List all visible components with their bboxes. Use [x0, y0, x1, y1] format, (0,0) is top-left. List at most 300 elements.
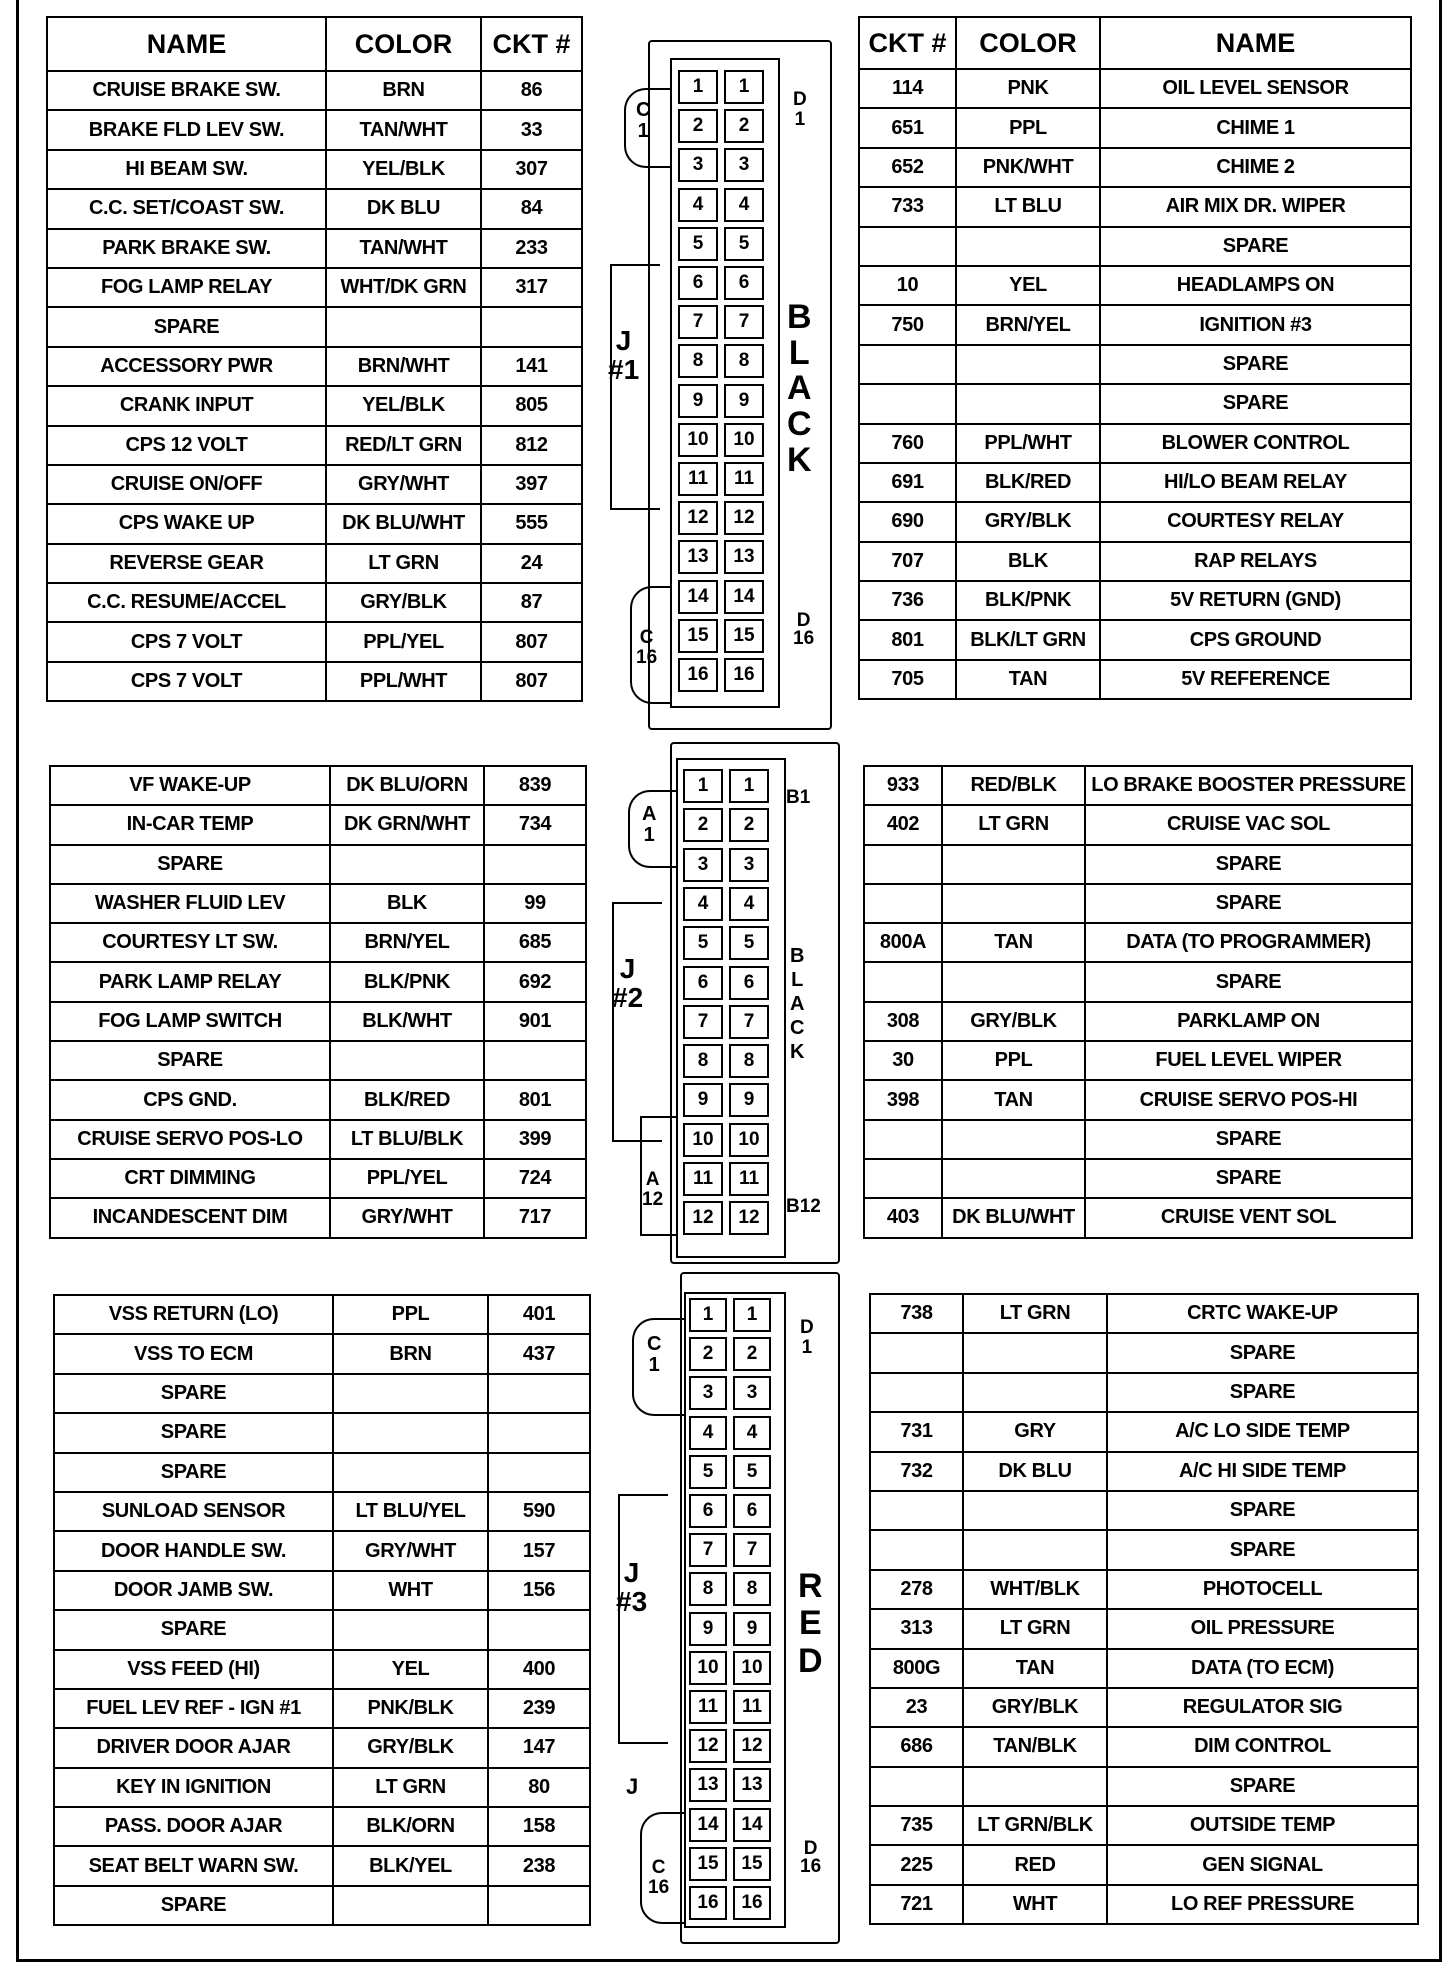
- pin-name-cell: SPARE: [1107, 1491, 1418, 1530]
- pin-color-cell: TAN/WHT: [326, 110, 481, 149]
- table-row: [859, 345, 1411, 384]
- pin-cavity: 10: [729, 1123, 769, 1157]
- table-row: [859, 620, 1411, 659]
- pin-ckt-cell: 801: [484, 1080, 586, 1119]
- pin-ckt-cell: 33: [481, 110, 582, 149]
- pin-cavity: 12: [724, 501, 764, 535]
- pin-name-cell: CRANK INPUT: [47, 386, 326, 425]
- table-row: [859, 424, 1411, 463]
- header-name: NAME: [47, 17, 326, 71]
- table-row: [859, 69, 1411, 108]
- pin-cavity: 11: [729, 1162, 769, 1196]
- table-row: [870, 1570, 1418, 1609]
- color-letter: B: [787, 298, 812, 336]
- j2-color-label: [790, 944, 804, 1064]
- table-row: [47, 110, 582, 149]
- pin-name-cell: CRUISE VAC SOL: [1085, 805, 1412, 844]
- pin-color-cell: BLK/RED: [956, 463, 1100, 502]
- pin-ckt-cell: 87: [481, 583, 582, 622]
- table-row: [47, 229, 582, 268]
- pin-name-cell: SUNLOAD SENSOR: [54, 1492, 333, 1531]
- j1-bottom-right-label: D 16: [793, 610, 815, 650]
- pin-ckt-cell: [870, 1530, 963, 1569]
- table-row: [47, 307, 582, 346]
- table-row: [54, 1413, 590, 1452]
- pin-ckt-cell: 721: [870, 1885, 963, 1924]
- pin-ckt-cell: 800G: [870, 1649, 963, 1688]
- pin-ckt-cell: 732: [870, 1452, 963, 1491]
- pin-ckt-cell: 707: [859, 542, 956, 581]
- pin-ckt-cell: [870, 1767, 963, 1806]
- pin-name-cell: SPARE: [54, 1413, 333, 1452]
- pin-cavity: 8: [689, 1572, 727, 1606]
- pin-color-cell: RED/BLK: [942, 766, 1085, 805]
- table-row: [870, 1333, 1418, 1372]
- pin-color-cell: [963, 1767, 1107, 1806]
- pin-color-cell: [956, 227, 1100, 266]
- table-row: [54, 1689, 590, 1728]
- pin-ckt-cell: [864, 1120, 942, 1159]
- pin-name-cell: BLOWER CONTROL: [1100, 424, 1411, 463]
- j1-key-bracket: [610, 264, 660, 510]
- pin-cavity: 8: [733, 1572, 771, 1606]
- pin-color-cell: TAN: [956, 660, 1100, 699]
- color-letter: C: [787, 405, 812, 444]
- table-row: [50, 1041, 586, 1080]
- pin-color-cell: [333, 1610, 488, 1649]
- table-row: [870, 1294, 1418, 1333]
- pin-ckt-cell: 157: [488, 1531, 590, 1570]
- pin-ckt-cell: 399: [484, 1120, 586, 1159]
- pin-ckt-cell: 690: [859, 502, 956, 541]
- header-color: COLOR: [326, 17, 481, 71]
- pin-cavity: 15: [678, 619, 718, 653]
- pin-cavity: 5: [683, 926, 723, 960]
- table-row: [50, 805, 586, 844]
- pin-name-cell: PARKLAMP ON: [1085, 1002, 1412, 1041]
- pin-name-cell: CPS GND.: [50, 1080, 330, 1119]
- pin-name-cell: CPS 7 VOLT: [47, 662, 326, 701]
- pin-color-cell: BRN/WHT: [326, 347, 481, 386]
- pin-name-cell: C.C. SET/COAST SW.: [47, 189, 326, 228]
- pin-name-cell: HI BEAM SW.: [47, 150, 326, 189]
- pin-cavity: 6: [724, 266, 764, 300]
- pin-cavity: 15: [689, 1847, 727, 1881]
- pin-name-cell: WASHER FLUID LEV: [50, 884, 330, 923]
- pin-cavity: 11: [724, 462, 764, 496]
- pin-ckt-cell: 308: [864, 1002, 942, 1041]
- pin-cavity: 5: [678, 227, 718, 261]
- pin-ckt-cell: 807: [481, 662, 582, 701]
- pin-ckt-cell: 400: [488, 1650, 590, 1689]
- table-row: [864, 1198, 1412, 1237]
- pin-cavity: 14: [733, 1808, 771, 1842]
- pin-ckt-cell: [484, 1041, 586, 1080]
- pin-color-cell: [333, 1374, 488, 1413]
- header-ckt: CKT #: [481, 17, 582, 71]
- table-row: [870, 1530, 1418, 1569]
- pin-color-cell: [956, 384, 1100, 423]
- pin-ckt-cell: 402: [864, 805, 942, 844]
- pin-cavity: 13: [689, 1768, 727, 1802]
- pin-color-cell: LT BLU/BLK: [330, 1120, 484, 1159]
- pin-ckt-cell: 141: [481, 347, 582, 386]
- pin-ckt-cell: 84: [481, 189, 582, 228]
- pin-ckt-cell: 401: [488, 1295, 590, 1334]
- pin-color-cell: [942, 1120, 1085, 1159]
- pin-color-cell: WHT/DK GRN: [326, 268, 481, 307]
- pin-ckt-cell: 800A: [864, 923, 942, 962]
- pin-ckt-cell: 686: [870, 1727, 963, 1766]
- table-row: [859, 463, 1411, 502]
- pin-cavity: 2: [724, 109, 764, 143]
- table-row: [870, 1845, 1418, 1884]
- pin-cavity: 7: [729, 1005, 769, 1039]
- pin-color-cell: DK BLU/WHT: [326, 504, 481, 543]
- pin-color-cell: LT BLU/YEL: [333, 1492, 488, 1531]
- pin-cavity: 5: [689, 1455, 727, 1489]
- pin-ckt-cell: [488, 1374, 590, 1413]
- pin-color-cell: WHT/BLK: [963, 1570, 1107, 1609]
- pin-name-cell: DOOR JAMB SW.: [54, 1571, 333, 1610]
- j2-bottom-left-label: A 12: [642, 1169, 664, 1210]
- table-row: [864, 1041, 1412, 1080]
- table-row: [864, 766, 1412, 805]
- pin-name-cell: CRUISE SERVO POS-HI: [1085, 1080, 1412, 1119]
- pin-name-cell: CHIME 2: [1100, 148, 1411, 187]
- pin-ckt-cell: 724: [484, 1159, 586, 1198]
- pin-cavity: 10: [724, 423, 764, 457]
- pin-name-cell: SPARE: [54, 1886, 333, 1925]
- table-row: [859, 148, 1411, 187]
- table-row: [54, 1531, 590, 1570]
- table-row: [870, 1649, 1418, 1688]
- pin-name-cell: 5V RETURN (GND): [1100, 581, 1411, 620]
- pin-name-cell: OIL LEVEL SENSOR: [1100, 69, 1411, 108]
- table-row: [859, 581, 1411, 620]
- table-row: [54, 1334, 590, 1373]
- header-color: COLOR: [956, 17, 1100, 69]
- pin-ckt-cell: 397: [481, 465, 582, 504]
- pin-cavity: 10: [689, 1651, 727, 1685]
- pin-name-cell: FOG LAMP SWITCH: [50, 1002, 330, 1041]
- pin-name-cell: 5V REFERENCE: [1100, 660, 1411, 699]
- table-row: [864, 923, 1412, 962]
- pin-color-cell: GRY: [963, 1412, 1107, 1451]
- color-letter: L: [791, 969, 804, 991]
- pin-cavity: 4: [729, 887, 769, 921]
- pin-color-cell: PNK/WHT: [956, 148, 1100, 187]
- pin-cavity: 1: [689, 1298, 727, 1332]
- pin-name-cell: PASS. DOOR AJAR: [54, 1807, 333, 1846]
- pin-ckt-cell: 86: [481, 71, 582, 110]
- pin-cavity: 15: [724, 619, 764, 653]
- pin-cavity: 5: [733, 1455, 771, 1489]
- pin-color-cell: YEL: [333, 1650, 488, 1689]
- pin-name-cell: SPARE: [1085, 1159, 1412, 1198]
- j1-top-left-label: C 1: [636, 99, 651, 142]
- table-row: [54, 1374, 590, 1413]
- pin-cavity: 16: [724, 658, 764, 692]
- pin-cavity: 2: [678, 109, 718, 143]
- pin-cavity: 8: [678, 344, 718, 378]
- table-row: [50, 845, 586, 884]
- pin-ckt-cell: [870, 1333, 963, 1372]
- pin-color-cell: [963, 1491, 1107, 1530]
- pin-cavity: 3: [729, 848, 769, 882]
- table-row: [870, 1491, 1418, 1530]
- pin-cavity: 9: [729, 1083, 769, 1117]
- table-row: [859, 108, 1411, 147]
- pin-color-cell: TAN/BLK: [963, 1727, 1107, 1766]
- pin-cavity: 12: [729, 1201, 769, 1235]
- j3-extra-label: J: [626, 1774, 639, 1799]
- table-row: [50, 1198, 586, 1237]
- pin-cavity: 11: [733, 1690, 771, 1724]
- pin-cavity: 1: [733, 1298, 771, 1332]
- pin-color-cell: PPL/WHT: [326, 662, 481, 701]
- pin-ckt-cell: 731: [870, 1412, 963, 1451]
- table-row: [54, 1768, 590, 1807]
- pin-name-cell: FUEL LEV REF - IGN #1: [54, 1689, 333, 1728]
- pin-color-cell: PNK: [956, 69, 1100, 108]
- pin-name-cell: DATA (TO PROGRAMMER): [1085, 923, 1412, 962]
- pin-ckt-cell: 99: [484, 884, 586, 923]
- pin-name-cell: SPARE: [1107, 1373, 1418, 1412]
- pin-cavity: 16: [678, 658, 718, 692]
- pin-color-cell: [333, 1453, 488, 1492]
- pin-cavity: 4: [683, 887, 723, 921]
- pin-ckt-cell: 307: [481, 150, 582, 189]
- pin-ckt-cell: [488, 1413, 590, 1452]
- pin-color-cell: PPL/WHT: [956, 424, 1100, 463]
- pin-cavity: 4: [733, 1416, 771, 1450]
- table-row: [864, 845, 1412, 884]
- pin-name-cell: A/C HI SIDE TEMP: [1107, 1452, 1418, 1491]
- pin-color-cell: DK BLU: [326, 189, 481, 228]
- table-row: [54, 1610, 590, 1649]
- pin-name-cell: LO BRAKE BOOSTER PRESSURE: [1085, 766, 1412, 805]
- pin-cavity: 11: [683, 1162, 723, 1196]
- table-row: [50, 962, 586, 1001]
- table-row: [870, 1767, 1418, 1806]
- pin-cavity: 9: [724, 384, 764, 418]
- table-row: [870, 1885, 1418, 1924]
- table-row: [864, 1080, 1412, 1119]
- pin-cavity: 14: [724, 580, 764, 614]
- pin-ckt-cell: [488, 1453, 590, 1492]
- pin-name-cell: LO REF PRESSURE: [1107, 1885, 1418, 1924]
- pin-name-cell: CRUISE VENT SOL: [1085, 1198, 1412, 1237]
- pin-name-cell: SPARE: [54, 1610, 333, 1649]
- pin-name-cell: PARK BRAKE SW.: [47, 229, 326, 268]
- pin-ckt-cell: [859, 384, 956, 423]
- pin-ckt-cell: 735: [870, 1806, 963, 1845]
- pin-color-cell: TAN: [942, 1080, 1085, 1119]
- header-name: NAME: [1100, 17, 1411, 69]
- pin-ckt-cell: 652: [859, 148, 956, 187]
- table-row: [859, 542, 1411, 581]
- pin-cavity: 14: [678, 580, 718, 614]
- pin-ckt-cell: [864, 845, 942, 884]
- pin-name-cell: SPARE: [50, 845, 330, 884]
- color-letter: L: [788, 333, 810, 372]
- pin-ckt-cell: 590: [488, 1492, 590, 1531]
- table-row: [859, 305, 1411, 344]
- pin-cavity: 1: [729, 769, 769, 803]
- pin-name-cell: FOG LAMP RELAY: [47, 268, 326, 307]
- pin-name-cell: HI/LO BEAM RELAY: [1100, 463, 1411, 502]
- pin-ckt-cell: 233: [481, 229, 582, 268]
- pin-cavity: 10: [733, 1651, 771, 1685]
- pin-ckt-cell: 555: [481, 504, 582, 543]
- pin-ckt-cell: 278: [870, 1570, 963, 1609]
- color-letter: K: [787, 440, 812, 479]
- pin-cavity: 6: [729, 966, 769, 1000]
- pin-cavity: 13: [678, 540, 718, 574]
- pin-ckt-cell: 398: [864, 1080, 942, 1119]
- table-row: [859, 266, 1411, 305]
- pin-ckt-cell: 23: [870, 1688, 963, 1727]
- table-row: [47, 544, 582, 583]
- table-row: [50, 766, 586, 805]
- pin-color-cell: GRY/BLK: [956, 502, 1100, 541]
- pin-name-cell: SPARE: [1085, 845, 1412, 884]
- pin-color-cell: YEL: [956, 266, 1100, 305]
- pin-ckt-cell: 750: [859, 305, 956, 344]
- j1-right-table: [858, 16, 1412, 700]
- pin-color-cell: GRY/BLK: [333, 1728, 488, 1767]
- pin-color-cell: BLK/ORN: [333, 1807, 488, 1846]
- j2-key-bracket: [612, 902, 662, 1142]
- pin-ckt-cell: [859, 345, 956, 384]
- pin-name-cell: AIR MIX DR. WIPER: [1100, 187, 1411, 226]
- table-row: [47, 622, 582, 661]
- pin-color-cell: RED/LT GRN: [326, 426, 481, 465]
- pin-color-cell: LT GRN: [963, 1609, 1107, 1648]
- table-row: [50, 1120, 586, 1159]
- pin-name-cell: GEN SIGNAL: [1107, 1845, 1418, 1884]
- pin-cavity: 8: [683, 1044, 723, 1078]
- pin-cavity: 8: [729, 1044, 769, 1078]
- table-row: [870, 1452, 1418, 1491]
- color-letter: K: [790, 1041, 805, 1063]
- pin-color-cell: [956, 345, 1100, 384]
- pin-ckt-cell: 738: [870, 1294, 963, 1333]
- table-row: [54, 1728, 590, 1767]
- pin-ckt-cell: 225: [870, 1845, 963, 1884]
- pin-cavity: 9: [683, 1083, 723, 1117]
- pin-cavity: 7: [678, 305, 718, 339]
- pin-name-cell: VF WAKE-UP: [50, 766, 330, 805]
- pin-color-cell: [333, 1886, 488, 1925]
- j3-key-bracket: [618, 1494, 668, 1744]
- pin-ckt-cell: 114: [859, 69, 956, 108]
- pin-color-cell: BLK/YEL: [333, 1846, 488, 1885]
- j3-bottom-right-label: D 16: [800, 1838, 822, 1878]
- j1-connector-label: J #1: [608, 325, 640, 386]
- pin-cavity: 2: [683, 808, 723, 842]
- color-letter: C: [790, 1017, 805, 1039]
- pin-color-cell: [333, 1413, 488, 1452]
- j2-connector-label: J #2: [612, 953, 644, 1014]
- pin-name-cell: SPARE: [1107, 1333, 1418, 1372]
- pin-color-cell: BLK/PNK: [330, 962, 484, 1001]
- pin-color-cell: BLK: [330, 884, 484, 923]
- pin-cavity: 12: [678, 501, 718, 535]
- pin-color-cell: GRY/BLK: [942, 1002, 1085, 1041]
- pin-color-cell: [963, 1333, 1107, 1372]
- pin-cavity: 1: [724, 70, 764, 104]
- pin-cavity: 13: [733, 1768, 771, 1802]
- pin-color-cell: LT GRN: [963, 1294, 1107, 1333]
- table-row: [870, 1373, 1418, 1412]
- pin-color-cell: [330, 845, 484, 884]
- pin-name-cell: SPARE: [50, 1041, 330, 1080]
- pin-ckt-cell: 158: [488, 1807, 590, 1846]
- table-row: [54, 1571, 590, 1610]
- color-letter: D: [798, 1641, 823, 1680]
- pin-cavity: 3: [678, 148, 718, 182]
- pin-cavity: 1: [683, 769, 723, 803]
- pin-ckt-cell: 24: [481, 544, 582, 583]
- pin-color-cell: LT GRN: [326, 544, 481, 583]
- pin-cavity: 3: [724, 148, 764, 182]
- table-row: [54, 1650, 590, 1689]
- pin-ckt-cell: 805: [481, 386, 582, 425]
- pin-name-cell: PARK LAMP RELAY: [50, 962, 330, 1001]
- j3-top-right-label: D 1: [800, 1317, 814, 1358]
- pin-name-cell: CPS GROUND: [1100, 620, 1411, 659]
- pin-name-cell: SPARE: [1085, 1120, 1412, 1159]
- pin-ckt-cell: 760: [859, 424, 956, 463]
- pin-name-cell: HEADLAMPS ON: [1100, 266, 1411, 305]
- table-row: [870, 1609, 1418, 1648]
- pin-color-cell: BLK/RED: [330, 1080, 484, 1119]
- j3-color-label: [798, 1568, 823, 1680]
- pin-ckt-cell: [481, 307, 582, 346]
- table-row: [50, 1080, 586, 1119]
- pin-ckt-cell: [870, 1373, 963, 1412]
- pin-color-cell: BRN/YEL: [956, 305, 1100, 344]
- pin-color-cell: BLK: [956, 542, 1100, 581]
- pin-color-cell: WHT: [963, 1885, 1107, 1924]
- pin-ckt-cell: [859, 227, 956, 266]
- pin-name-cell: SPARE: [54, 1453, 333, 1492]
- pin-cavity: 9: [733, 1612, 771, 1646]
- pin-cavity: 12: [689, 1729, 727, 1763]
- pin-name-cell: CRUISE BRAKE SW.: [47, 71, 326, 110]
- pin-name-cell: COURTESY LT SW.: [50, 923, 330, 962]
- pin-name-cell: SPARE: [1085, 962, 1412, 1001]
- pin-ckt-cell: [864, 884, 942, 923]
- table-row: [864, 1002, 1412, 1041]
- color-letter: E: [798, 1604, 822, 1643]
- pin-cavity: 1: [678, 70, 718, 104]
- pin-ckt-cell: [484, 845, 586, 884]
- table-row: [870, 1688, 1418, 1727]
- pin-color-cell: [330, 1041, 484, 1080]
- pin-name-cell: CRTC WAKE-UP: [1107, 1294, 1418, 1333]
- table-row: [859, 384, 1411, 423]
- j3-top-left-label: C 1: [647, 1333, 662, 1376]
- table-row: [870, 1727, 1418, 1766]
- pin-cavity: 4: [724, 188, 764, 222]
- j2-top-left-label: A 1: [642, 803, 657, 846]
- pin-ckt-cell: [870, 1491, 963, 1530]
- pin-cavity: 7: [689, 1533, 727, 1567]
- pin-name-cell: CRUISE ON/OFF: [47, 465, 326, 504]
